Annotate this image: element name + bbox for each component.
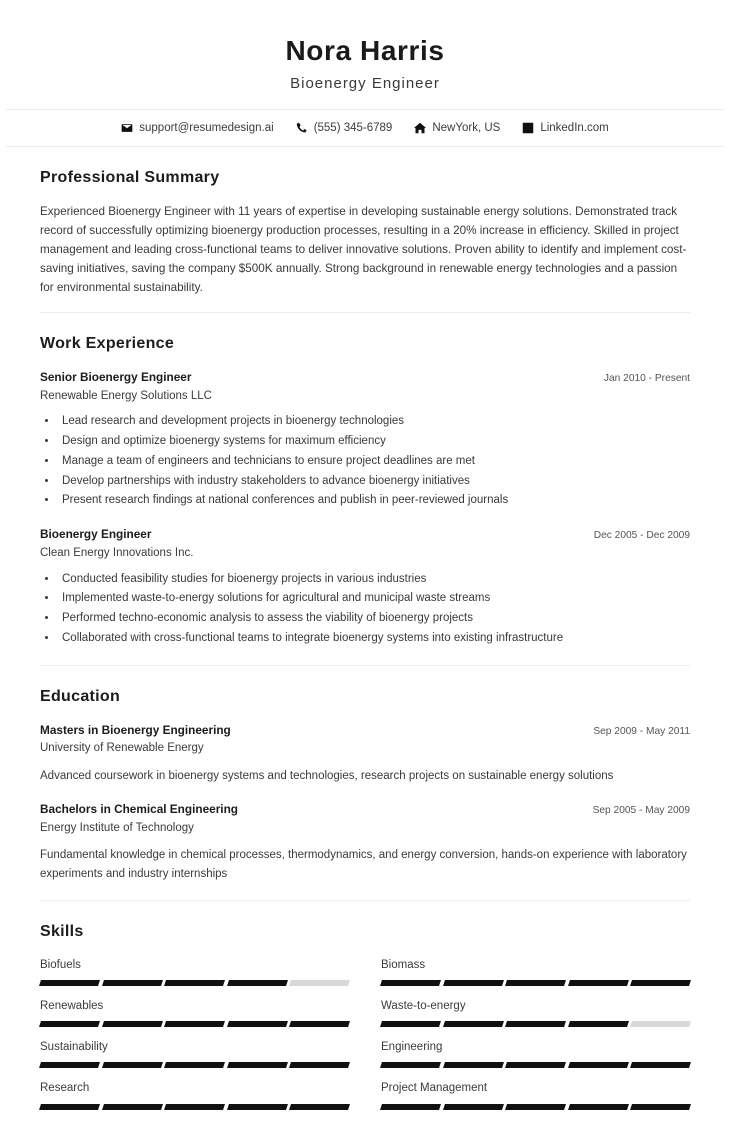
skill-level-segment [164, 1062, 225, 1068]
section-title-work-experience: Work Experience [40, 334, 175, 352]
contact-item-location[interactable] [414, 122, 500, 134]
work-entry-head [40, 369, 690, 387]
skill-level-segment [289, 1021, 350, 1027]
skill-level-segment [568, 1062, 629, 1068]
education-entry-institution: Energy Institute of Technology [40, 821, 194, 834]
contact-item-linkedin[interactable] [522, 122, 608, 134]
section-title-skills: Skills [40, 922, 84, 940]
education-entry-head [40, 722, 690, 740]
skill-level-segment [227, 980, 288, 986]
education-entry-description: Fundamental knowledge in chemical processes, thermodynamics, and energy conversion, hands-on experience with laboratory experiments and industry internships [40, 849, 687, 880]
skill-level-segment [568, 1104, 629, 1110]
section-education [40, 666, 690, 901]
education-entry-head [40, 801, 690, 819]
work-entry-date: Jan 2010 - Present [603, 372, 690, 384]
skill-level-segment [505, 1104, 566, 1110]
skill-label: Engineering [381, 1041, 443, 1054]
skill-level-segment [380, 1062, 441, 1068]
skill-level-segment [630, 1062, 691, 1068]
skill-item [40, 957, 349, 998]
list-item: • Conducted feasibility studies for bioenergy projects in various industries [58, 570, 690, 590]
skill-level-segment [164, 980, 225, 986]
skill-item [40, 1039, 349, 1080]
contact-label-phone: (555) 345-6789 [313, 122, 393, 135]
skill-label: Renewables [40, 999, 104, 1012]
work-entry-role: Bioenergy Engineer [40, 527, 152, 542]
list-item: • Collaborated with cross-functional teams to integrate bioenergy systems into existing infrastructure [58, 629, 690, 649]
skill-level-segment [505, 1062, 566, 1068]
job-title: Bioenergy Engineer [290, 74, 440, 92]
work-entry-bullets [58, 570, 690, 649]
list-item: • Present research findings at national conferences and publish in peer-reviewed journals [58, 491, 690, 511]
contact-item-email[interactable] [121, 122, 273, 134]
skill-level-segment [39, 1062, 100, 1068]
skill-level-bar [40, 1062, 349, 1068]
skill-item [40, 1080, 349, 1121]
skill-level-bar [381, 1104, 690, 1110]
skill-label: Biomass [381, 958, 426, 971]
skill-level-segment [102, 1062, 163, 1068]
section-professional-summary [40, 147, 690, 313]
skill-level-segment [380, 1104, 441, 1110]
page-title: Nora Harris [285, 35, 445, 66]
skill-level-bar [40, 1021, 349, 1027]
contact-bar [6, 109, 724, 147]
skill-level-segment [630, 1104, 691, 1110]
skill-level-segment [443, 1062, 504, 1068]
skill-level-segment [227, 1021, 288, 1027]
contact-label-linkedin: LinkedIn.com [540, 122, 609, 135]
envelope-icon [121, 122, 133, 134]
skill-level-segment [227, 1104, 288, 1110]
skill-level-segment [227, 1062, 288, 1068]
skill-item [381, 998, 690, 1039]
summary-text: Experienced Bioenergy Engineer with 11 years of expertise in developing sustainable energy solutions. Demonstrated track record of successfully optimizing bioenergy production processes, resulting in a 20% increase in efficiency. Skilled in project management and leading cross-functional teams to deliver innovative solutions. Proven ability to identify and implement cost-saving initiatives, saving the company $500K annually. Strong background in renewable energy technologies and a passion for environmental sustainability. [40, 205, 687, 294]
skill-level-segment [505, 1021, 566, 1027]
skill-label: Waste-to-energy [381, 999, 466, 1012]
skill-level-segment [443, 1021, 504, 1027]
list-item: • Manage a team of engineers and technicians to ensure project deadlines are met [58, 452, 690, 472]
skill-item [381, 957, 690, 998]
education-entry-institution: University of Renewable Energy [40, 742, 204, 755]
work-entry [40, 526, 690, 649]
skill-level-segment [164, 1021, 225, 1027]
skill-level-bar [381, 1021, 690, 1027]
work-entry-bullets [58, 412, 690, 511]
skill-level-segment [289, 980, 350, 986]
skill-level-segment [630, 980, 691, 986]
list-item: • Performed techno-economic analysis to assess the viability of bioenergy projects [58, 609, 690, 629]
skills-grid [40, 957, 690, 1122]
skill-level-segment [102, 980, 163, 986]
contact-label-location: NewYork, US [432, 122, 501, 135]
skill-level-segment [289, 1104, 350, 1110]
section-title-education: Education [40, 687, 121, 705]
education-entry-date: Sep 2005 - May 2009 [592, 804, 690, 816]
section-work-experience [40, 313, 690, 666]
skill-level-bar [381, 1062, 690, 1068]
skill-level-segment [289, 1062, 350, 1068]
work-entry-organization: Renewable Energy Solutions LLC [40, 389, 212, 402]
work-entry-organization: Clean Energy Innovations Inc. [40, 546, 194, 559]
education-entry [40, 722, 690, 786]
skill-level-segment [102, 1021, 163, 1027]
skill-level-segment [380, 1021, 441, 1027]
skill-level-segment [39, 1021, 100, 1027]
list-item: • Design and optimize bioenergy systems for maximum efficiency [58, 432, 690, 452]
education-entry-date: Sep 2009 - May 2011 [593, 725, 690, 737]
skill-label: Biofuels [40, 958, 81, 971]
work-entry [40, 369, 690, 511]
home-icon [414, 122, 426, 134]
skill-level-bar [40, 1104, 349, 1110]
skill-level-segment [568, 1021, 629, 1027]
linkedin-icon [522, 122, 534, 134]
skill-level-segment [630, 1021, 691, 1027]
skill-label: Research [40, 1082, 90, 1095]
skill-item [381, 1039, 690, 1080]
list-item: • Lead research and development projects in bioenergy technologies [58, 412, 690, 432]
education-entry [40, 801, 690, 884]
work-entry-role: Senior Bioenergy Engineer [40, 369, 192, 384]
skill-item [40, 998, 349, 1039]
work-entry-date: Dec 2005 - Dec 2009 [593, 530, 690, 542]
skill-item [381, 1080, 690, 1121]
skill-level-segment [39, 980, 100, 986]
skill-label: Project Management [381, 1082, 488, 1095]
skill-level-segment [164, 1104, 225, 1110]
skill-level-segment [443, 1104, 504, 1110]
contact-item-phone[interactable] [296, 122, 393, 134]
section-title-summary: Professional Summary [40, 169, 220, 187]
resume-header [0, 0, 730, 109]
work-entry-head [40, 526, 690, 544]
skill-level-segment [39, 1104, 100, 1110]
education-entry-degree: Bachelors in Chemical Engineering [40, 801, 238, 816]
phone-icon [296, 122, 308, 134]
skill-level-bar [40, 980, 349, 986]
list-item: • Develop partnerships with industry stakeholders to advance bioenergy initiatives [58, 472, 690, 492]
education-entry-description: Advanced coursework in bioenergy systems and technologies, research projects on sustainable energy solutions [40, 770, 614, 783]
skill-level-segment [102, 1104, 163, 1110]
education-entry-degree: Masters in Bioenergy Engineering [40, 722, 231, 737]
skill-level-bar [381, 980, 690, 986]
skill-level-segment [568, 980, 629, 986]
skill-level-segment [443, 980, 504, 986]
skill-level-segment [380, 980, 441, 986]
list-item: • Implemented waste-to-energy solutions for agricultural and municipal waste streams [58, 589, 690, 609]
skill-label: Sustainability [40, 1041, 108, 1054]
resume-body [0, 147, 730, 1136]
contact-label-email: support@resumedesign.ai [139, 122, 274, 135]
section-skills [40, 901, 690, 1136]
skill-level-segment [505, 980, 566, 986]
